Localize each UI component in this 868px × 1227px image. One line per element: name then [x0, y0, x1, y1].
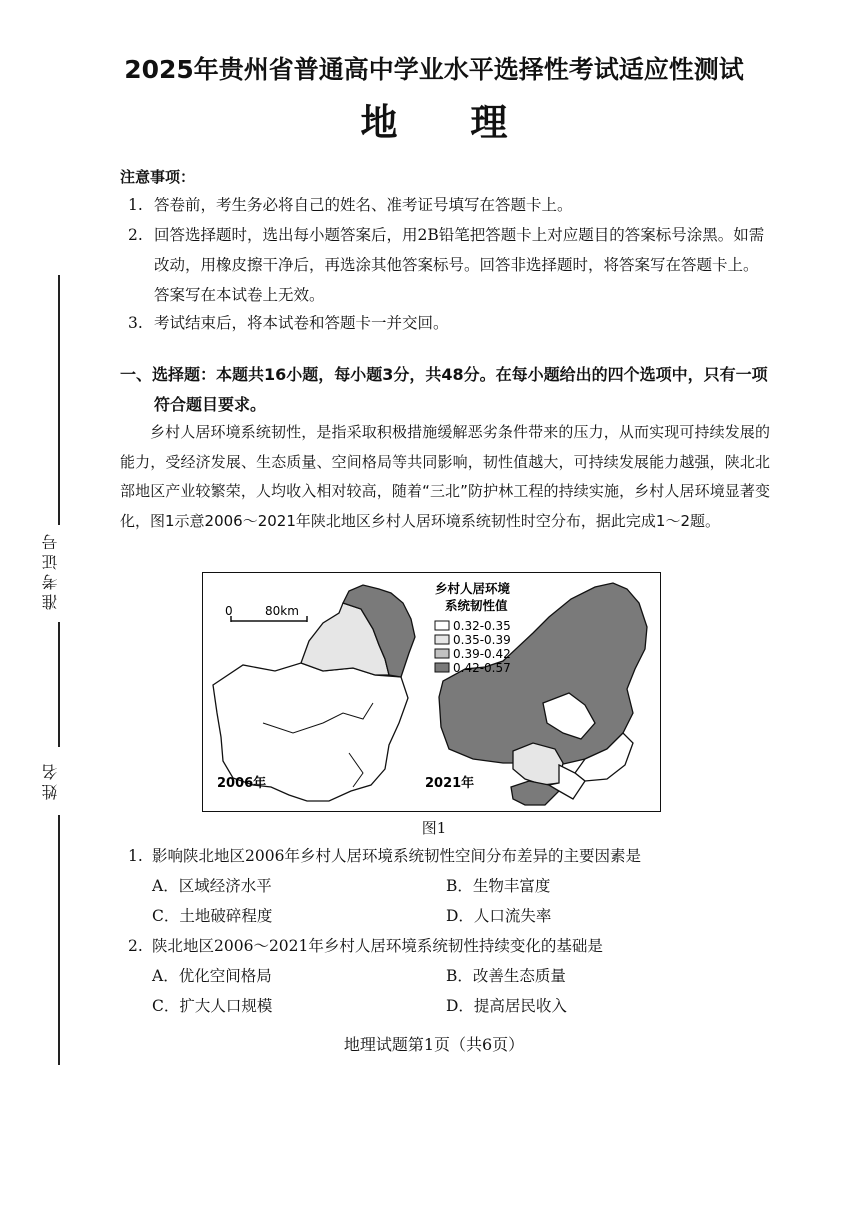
- notice-item: [128, 220, 773, 310]
- scale-zero-label: 0: [225, 604, 233, 618]
- name-label: 姓名: [41, 760, 60, 800]
- question-1-option-c[interactable]: C．土地破碎程度: [152, 907, 273, 925]
- section-heading-text: 一、选择题：本题共16小题，每小题3分，共48分。在每小题给出的四个选项中，只有一项符合题目要求。: [120, 365, 768, 414]
- question-2: [128, 932, 778, 960]
- legend-title-line1: 乡村人居环境: [435, 581, 511, 596]
- notice-item: [128, 190, 773, 220]
- map-2006: [213, 585, 415, 801]
- figure-1-maps: [202, 572, 661, 812]
- subject-title: 地 理: [360, 101, 538, 144]
- notice-text: 考试结束后，将本试卷和答题卡一并交回。: [154, 314, 449, 332]
- exam-id-label: 准考证号: [41, 530, 60, 610]
- notice-heading: 注意事项：: [120, 168, 196, 186]
- question-number: 1.: [128, 847, 143, 865]
- question-number: 2.: [128, 937, 143, 955]
- legend-label: 0.35-0.39: [453, 633, 511, 647]
- legend-label: 0.42-0.57: [453, 661, 511, 675]
- question-2-option-a[interactable]: A．优化空间格局: [152, 967, 272, 985]
- question-stem: 影响陕北地区2006年乡村人居环境系统韧性空间分布差异的主要因素是: [152, 847, 641, 865]
- map-2021-region-south-mid: [513, 743, 563, 785]
- scale-distance-label: 80km: [265, 604, 299, 618]
- reading-passage: 乡村人居环境系统韧性，是指采取积极措施缓解恶劣条件带来的压力，从而实现可持续发展的能力，受经济发展、生态质量、空间格局等共同影响，韧性值越大，可持续发展能力越强，陕北北部地区产业较繁荣，人均收入相对较高，随着“三北”防护林工程的持续实施，乡村人居环境显著变化，图1示意2006～2021年陕北地区乡村人居环境系统韧性时空分布，据此完成1～2题。: [120, 423, 770, 530]
- question-1: [128, 842, 778, 870]
- question-2-option-c[interactable]: C．扩大人口规模: [152, 997, 273, 1015]
- notice-number: 1.: [128, 196, 143, 214]
- figure-caption: 图1: [421, 819, 447, 837]
- map-2021: [425, 583, 647, 805]
- map-figure: [203, 573, 662, 813]
- section-heading: [120, 360, 780, 420]
- notice-text: 答卷前，考生务必将自己的姓名、准考证号填写在答题卡上。: [154, 196, 573, 214]
- question-1-option-b[interactable]: B．生物丰富度: [446, 877, 551, 895]
- question-2-option-d[interactable]: D．提高居民收入: [446, 997, 567, 1015]
- map-legend: [435, 581, 511, 675]
- legend-title-line2: 系统韧性值: [445, 598, 508, 613]
- legend-label: 0.32-0.35: [453, 619, 511, 633]
- legend-swatch: [435, 621, 449, 630]
- exam-id-field-line: [58, 622, 60, 747]
- legend-swatch: [435, 663, 449, 672]
- exam-title: 2025年贵州省普通高中学业水平选择性考试适应性测试: [124, 55, 744, 84]
- notice-number: 3.: [128, 314, 143, 332]
- page-footer: 地理试题第1页（共6页）: [343, 1035, 525, 1054]
- legend-swatch: [435, 649, 449, 658]
- map-2021-year-label: 2021年: [425, 776, 475, 791]
- legend-label: 0.39-0.42: [453, 647, 511, 661]
- notice-text: 回答选择题时，选出每小题答案后，用2B铅笔把答题卡上对应题目的答案标号涂黑。如需改动，用橡皮擦干净后，再选涂其他答案标号。回答非选择题时，将答案写在答题卡上。答案写在本试卷上无效。: [154, 226, 765, 304]
- question-1-option-a[interactable]: A．区域经济水平: [152, 877, 272, 895]
- legend-swatch: [435, 635, 449, 644]
- legend-items: [435, 619, 511, 675]
- binding-line-bottom: [58, 815, 60, 1065]
- binding-line-top: [58, 275, 60, 525]
- notice-number: 2.: [128, 226, 143, 244]
- question-1-option-d[interactable]: D．人口流失率: [446, 907, 552, 925]
- question-stem: 陕北地区2006～2021年乡村人居环境系统韧性持续变化的基础是: [152, 937, 603, 955]
- map-2006-year-label: 2006年: [217, 776, 267, 791]
- notice-item: [128, 308, 773, 338]
- question-2-option-b[interactable]: B．改善生态质量: [446, 967, 566, 985]
